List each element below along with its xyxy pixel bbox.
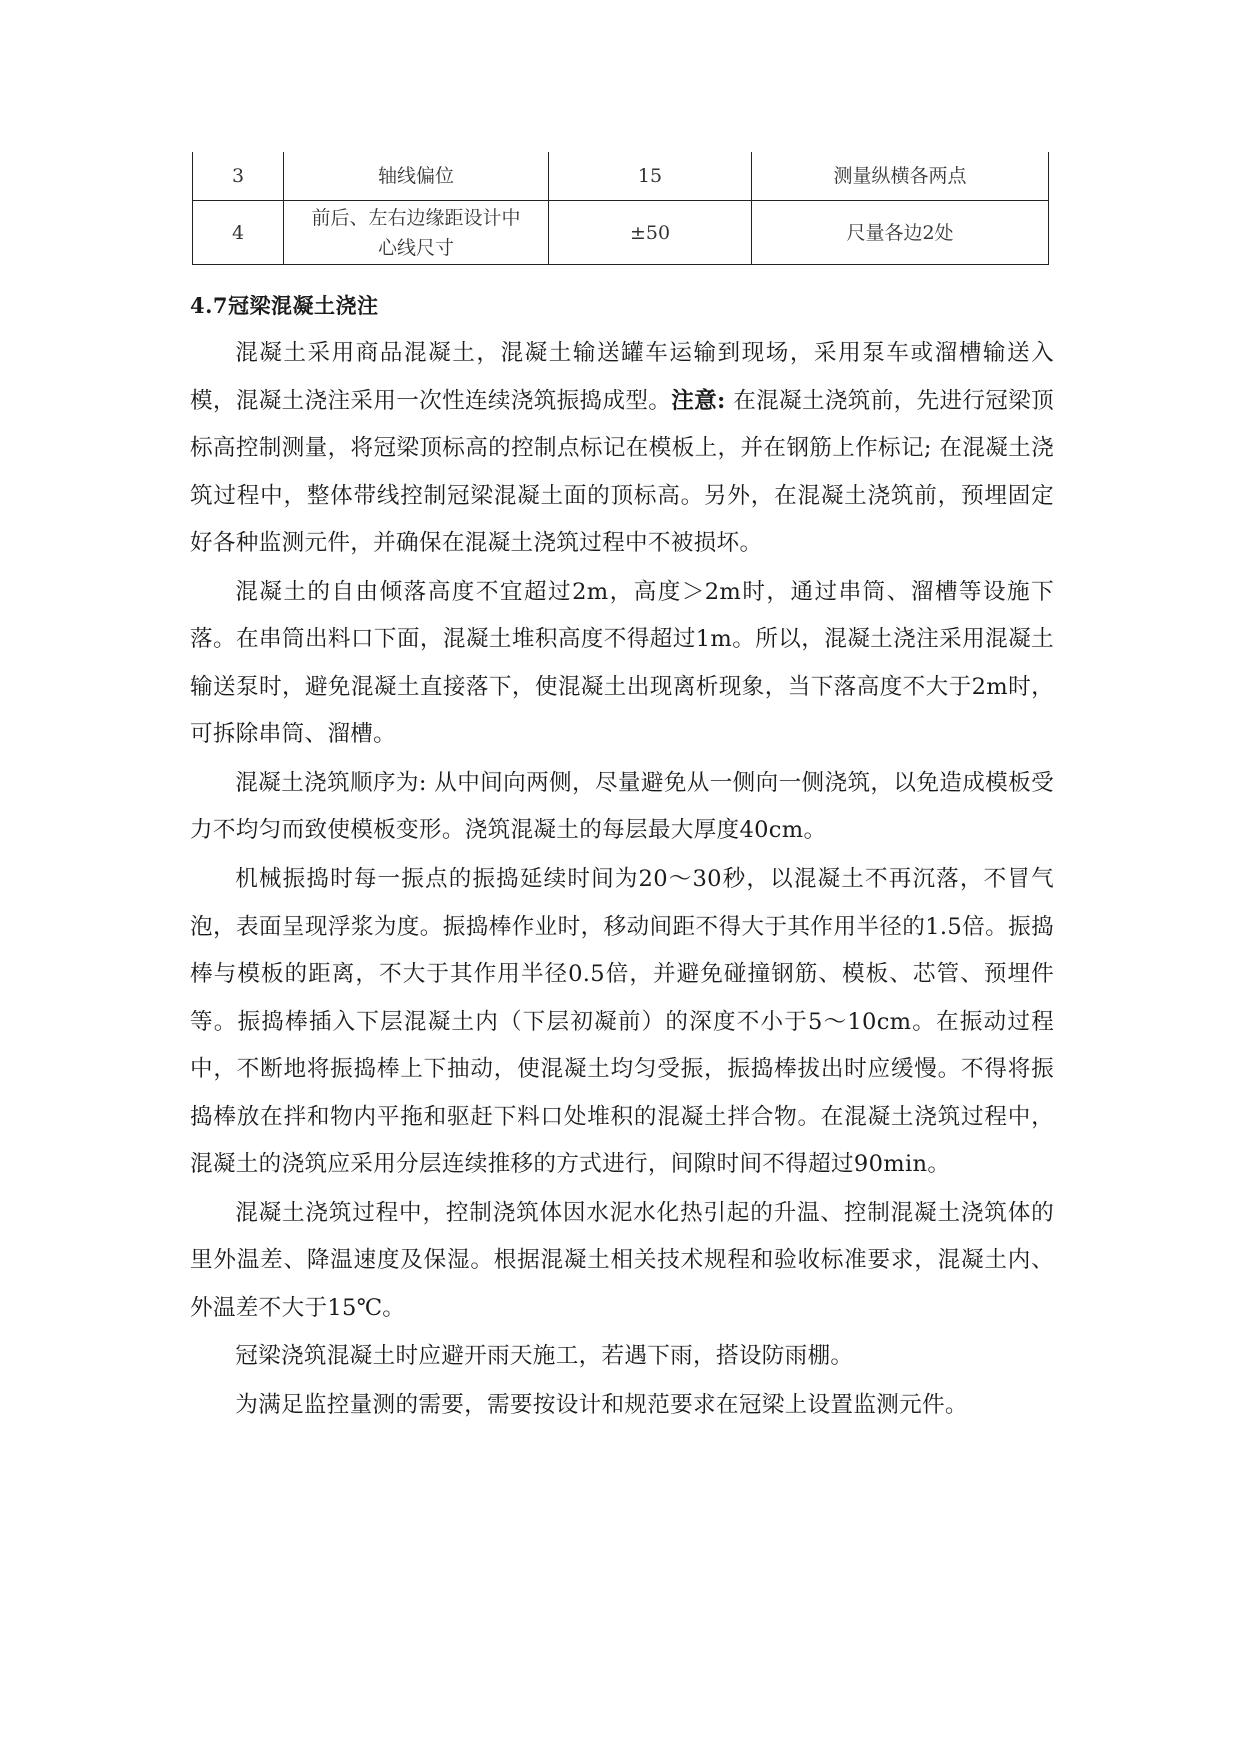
- note-label: 注意:: [671, 387, 726, 414]
- table-row: [193, 152, 1049, 201]
- row-number: 3: [193, 152, 284, 201]
- check-item-line: 心线尺寸: [377, 236, 454, 259]
- row-number: 4: [193, 201, 284, 265]
- check-item-line: 前后、左右边缘距设计中: [311, 206, 521, 229]
- paragraph: [190, 330, 1054, 568]
- check-method: 尺量各边2处: [752, 201, 1049, 265]
- paragraph-text: 混凝土采用商品混凝土，混凝土输送罐车运输到现场，采用泵车或溜槽输送入模，混凝土浇注采用一次性连续浇筑振捣成型。: [190, 340, 1054, 414]
- allowed-deviation: ±50: [549, 201, 752, 265]
- allowed-deviation: 15: [549, 152, 752, 201]
- section-heading: 4.7冠梁混凝土浇注: [190, 293, 379, 318]
- tolerance-table: [192, 152, 1049, 265]
- paragraph: 为满足监控量测的需要，需要按设计和规范要求在冠梁上设置监测元件。: [235, 1392, 968, 1419]
- table-row: [193, 201, 1049, 265]
- section-body: [190, 330, 1054, 1431]
- paragraph: 混凝土的自由倾落高度不宜超过2m，高度＞2m时，通过串筒、溜槽等设施下落。在串筒出料口下面，混凝土堆积高度不得超过1m。所以，混凝土浇注采用混凝土输送泵时，避免混凝土直接落下，使混凝土出现离析现象，当下落高度不大于2m时，可拆除串筒、溜槽。: [190, 578, 1054, 748]
- paragraph: 机械振捣时每一振点的振捣延续时间为20～30秒，以混凝土不再沉落，不冒气泡，表面呈现浮浆为度。振捣棒作业时，移动间距不得大于其作用半径的1.5倍。振捣棒与模板的距离，不大于其作用半径0.5倍，并避免碰撞钢筋、模板、芯管、预埋件等。振捣棒插入下层混凝土内（下层初凝前）的深度不小于5～10cm。在振动过程中，不断地将振捣棒上下抽动，使混凝土均匀受振，振捣棒拔出时应缓慢。不得将振捣棒放在拌和物内平拖和驱赶下料口处堆积的混凝土拌合物。在混凝土浇筑过程中，混凝土的浇筑应采用分层连续推移的方式进行，间隙时间不得超过90min。: [190, 866, 1054, 1178]
- check-item: 轴线偏位: [284, 152, 549, 201]
- check-method: 测量纵横各两点: [752, 152, 1049, 201]
- check-item: [284, 201, 549, 265]
- paragraph: 混凝土浇筑过程中，控制浇筑体因水泥水化热引起的升温、控制混凝土浇筑体的里外温差、降温速度及保湿。根据混凝土相关技术规程和验收标准要求，混凝土内、外温差不大于15℃。: [190, 1199, 1054, 1321]
- paragraph-text: 在混凝土浇筑前，先进行冠梁顶标高控制测量，将冠梁顶标高的控制点标记在模板上，并在钢筋上作标记; 在混凝土浇筑过程中，整体带线控制冠梁混凝土面的顶标高。另外，在混凝土浇筑前，预埋固定好各种监测元件，并确保在混凝土浇筑过程中不被损坏。: [190, 387, 1054, 556]
- paragraph: 混凝土浇筑顺序为: 从中间向两侧，尽量避免从一侧向一侧浇筑，以免造成模板受力不均匀而致使模板变形。浇筑混凝土的每层最大厚度40cm。: [190, 769, 1054, 844]
- paragraph: 冠梁浇筑混凝土时应避开雨天施工，若遇下雨，搭设防雨棚。: [235, 1343, 854, 1370]
